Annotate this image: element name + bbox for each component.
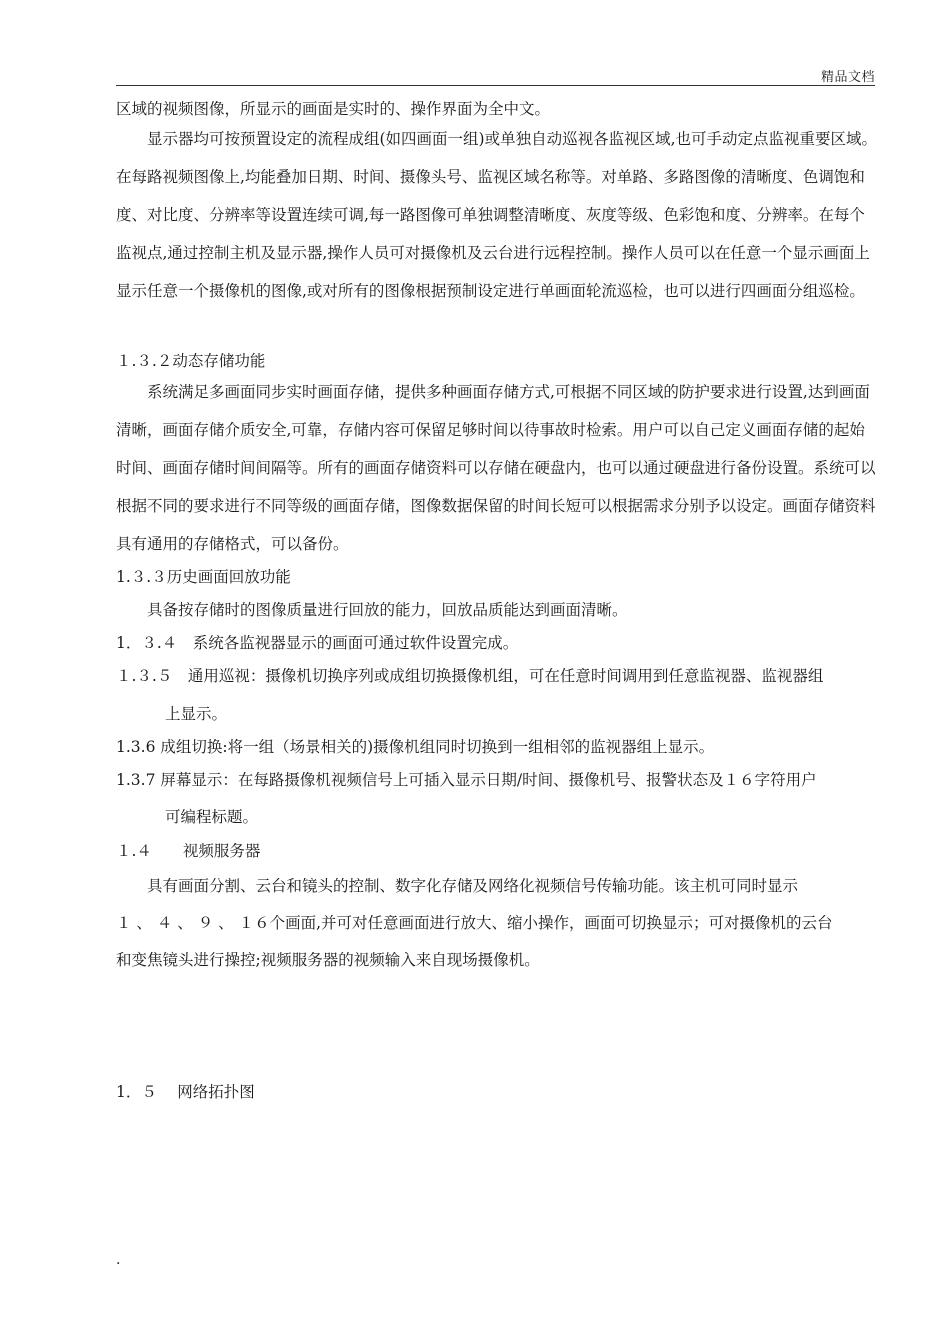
- heading-1-3-2: １.３.２动态存储功能: [116, 352, 266, 370]
- heading-1-3-6: 1.3.6 成组切换:将一组（场景相关的)摄像机组同时切换到一组相邻的监视器组上显示。: [116, 738, 715, 756]
- paragraph-video-server-line2: １ 、 ４ 、 ９ 、 １６个画面,并可对任意画面进行放大、缩小操作，画面可切换显示；可对摄像机的云台: [116, 914, 833, 932]
- heading-1-5: 1．５ 网络拓扑图: [116, 1083, 255, 1101]
- paragraph-playback: 具备按存储时的图像质量进行回放的能力，回放品质能达到画面清晰。: [147, 601, 628, 619]
- paragraph-video-server-line3: 和变焦镜头进行操控;视频服务器的视频输入来自现场摄像机。: [116, 951, 540, 969]
- heading-1-3-4: 1．３.４ 系统各监视器显示的画面可通过软件设置完成。: [116, 634, 519, 652]
- paragraph-display-patrol: 显示器均可按预置设定的流程成组(如四画面一组)或单独自动巡视各监视区域,也可手动定点监视重要区域。在每路视频图像上,均能叠加日期、时间、摄像头号、监视区域名称等。对单路、多路图像的清晰度、色调饱和度、对比度、分辨率等设置连续可调,每一路图像可单独调整清晰度、灰度等级、色彩饱和度、分辨率。在每个监视点,通过控制主机及显示器,操作人员可对摄像机及云台进行远程控制。操作人员可以在任意一个显示画面上显示任意一个摄像机的图像,或对所有的图像根据预制设定进行单画面轮流巡检，也可以进行四画面分组巡检。: [116, 130, 878, 300]
- heading-1-3-3: 1.３.３历史画面回放功能: [116, 568, 291, 586]
- paragraph-video-server-line1: 具有画面分割、云台和镜头的控制、数字化存储及网络化视频信号传输功能。该主机可同时显示: [147, 877, 799, 895]
- heading-1-3-7: 1.3.7 屏幕显示：在每路摄像机视频信号上可插入显示日期/时间、摄像机号、报警状态及１６字符用户: [116, 771, 817, 789]
- header-rule: [116, 85, 875, 86]
- paragraph-dynamic-storage: 系统满足多画面同步实时画面存储，提供多种画面存储方式,可根据不同区域的防护要求进行设置,达到画面清晰，画面存储介质安全,可靠，存储内容可保留足够时间以待事故时检索。用户可以自己定义画面存储的起始时间、画面存储时间间隔等。所有的画面存储资料可以存储在硬盘内，也可以通过硬盘进行备份设置。系统可以根据不同的要求进行不同等级的画面存储，图像数据保留的时间长短可以根据需求分别予以设定。画面存储资料具有通用的存储格式，可以备份。: [116, 383, 876, 553]
- footer-dot: .: [116, 1252, 121, 1268]
- heading-1-3-7-continuation: 可编程标题。: [165, 808, 259, 826]
- heading-1-3-5-continuation: 上显示。: [165, 705, 228, 723]
- heading-1-4: １.４ 视频服务器: [116, 842, 261, 860]
- header-label: 精品文档: [820, 70, 875, 85]
- paragraph-continuation: 区域的视频图像，所显示的画面是实时的、操作界面为全中文。: [116, 100, 551, 118]
- heading-1-3-5: １.３.５ 通用巡视：摄像机切换序列或成组切换摄像机组，可在任意时间调用到任意监视器、监视器组: [116, 667, 824, 685]
